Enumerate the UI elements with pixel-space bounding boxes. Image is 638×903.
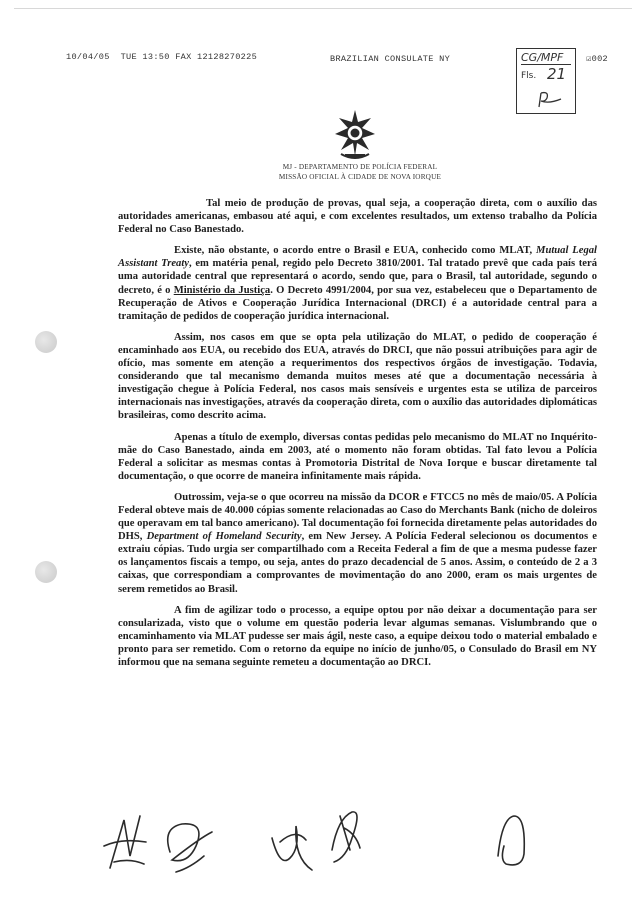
paragraph: Existe, não obstante, o acordo entre o Brasil e EUA, conhecido como MLAT, Mutual Legal Assistant Treaty, em matéria penal, regido pelo Decreto 3810/2001. Tal tratado prevê que cada país terá uma autoridade central que representará o acordo, sendo que, para o Brasil, tal autoridade, segundo o decreto, é o Ministério da Justiça. O Decreto 4991/2004, por sua vez, estabeleceu que o Departamento de Recuperação de Ativos e Cooperação Jurídica Internacional (DRCI) é a autoridade central para a tramitação de pedidos de cooperação jurídica internacional.: [118, 245, 597, 322]
stamp-folio-label: Fls.: [521, 71, 537, 81]
stamp-folio-number: 21: [547, 65, 567, 83]
stamp-initials-icon: [535, 89, 565, 111]
paragraph: Assim, nos casos em que se opta pela utilização do MLAT, o pedido de cooperação é encaminhado aos EUA, ou recebido dos EUA, através do DRCI, que não possui atribuições para agir de ofício, mas somente em atenção a requerimentos dos respectivos órgãos de investigação. Todavia, considerando que tal mecanismo demanda muitos meses até que a documentação necessária à investigação chegue à Polícia Federal, nos casos mais sensíveis e urgentes esta se utiliza de parceiros internacionais nas investigações, através da cooperação direta, com o auxílio das autoridades diplomáticas brasileiras, como descrito acima.: [118, 331, 597, 422]
letterhead: [260, 162, 460, 182]
punch-hole-icon: [35, 561, 57, 583]
fax-transmission-line: [66, 52, 257, 62]
paragraph: Apenas a título de exemplo, diversas contas pedidas pelo mecanismo do MLAT no Inquérito-mãe do Caso Banestado, ainda em 2003, até o momento não foram obtidas. Tal fato levou a Polícia Federal a solicitar as mesmas contas à Promotoria Distrital de Nova Iorque e buscar diretamente tal documentação, o que ocorre de maneira infinitamente mais rápida.: [118, 431, 597, 482]
fax-day-time: TUE 13:50: [120, 52, 170, 62]
paragraph: Tal meio de produção de provas, qual seja, a cooperação direta, com o auxílio das autoridades americanas, embasou até aqui, e com excelentes resultados, um extenso trabalho da Polícia Federal no Caso Banestado.: [118, 198, 597, 236]
letterhead-mission: MISSÃO OFICIAL À CIDADE DE NOVA IORQUE: [278, 173, 442, 181]
fax-page-number: ☑002: [586, 54, 608, 64]
paragraph: A fim de agilizar todo o processo, a equipe optou por não deixar a documentação para ser consularizada, visto que o volume em questão poderia levar algumas semanas. Vislumbrando que o encaminhamento via MLAT pudesse ser mais ágil, neste caso, a equipe deixou todo o material embalado e pronto para ser remetido. Com o retorno da equipe no início de junho/05, o Consulado do Brasil em NY informou que na semana seguinte remeteu a documentação ao DRCI.: [118, 604, 597, 668]
fax-number: FAX 12128270225: [175, 52, 258, 62]
coat-of-arms-icon: [333, 108, 377, 160]
treaty-name: Mutual Legal Assistant Treaty: [118, 245, 597, 270]
fax-sender: BRAZILIAN CONSULATE NY: [330, 54, 451, 64]
signatures-icon: [100, 798, 620, 878]
ministry-name: Ministério da Justiça: [173, 284, 271, 296]
protocol-stamp: [516, 48, 576, 114]
fax-date: 10/04/05: [66, 52, 110, 62]
document-body: [118, 197, 597, 677]
agency-name: Department of Homeland Security: [146, 531, 302, 543]
stamp-office: CG/MPF: [521, 51, 571, 65]
punch-hole-icon: [35, 331, 57, 353]
paragraph: Outrossim, veja-se o que ocorreu na missão da DCOR e FTCC5 no mês de maio/05. A Polícia Federal obteve mais de 40.000 cópias somente relacionadas ao Caso do Merchants Bank (nicho de doleiros que operavam em tal banco americano). Tal documentação foi fornecida diretamente pelas autoridades do DHS, Department of Homeland Security, em New Jersey. A Polícia Federal selecionou os documentos e extraiu cópias. Tudo urgia ser compartilhado com a Receita Federal a fim de que a mesma pudesse fazer os lançamentos fiscais a tempo, ou seja, antes do prazo decadencial de 5 anos. Assim, o conteúdo de 2 a 3 caixas, que correspondiam a comprovantes de movimentação do ano 2000, eram os mais urgentes de serem remetidos ao Brasil.: [118, 491, 597, 595]
letterhead-department: MJ - DEPARTAMENTO DE POLÍCIA FEDERAL: [282, 163, 438, 171]
